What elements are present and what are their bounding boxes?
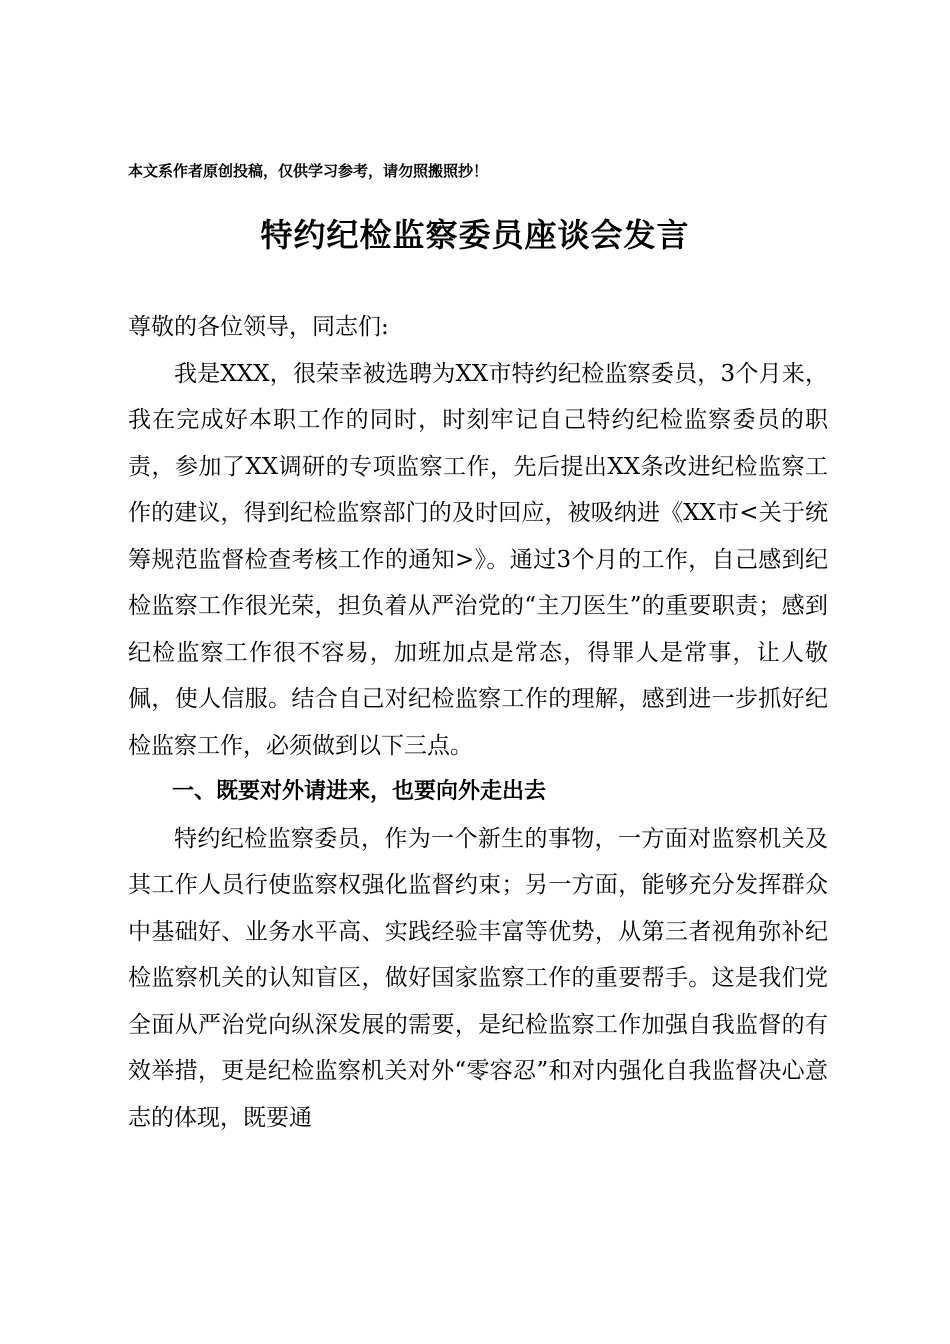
paragraph-section-1: 特约纪检监察委员，作为一个新生的事物，一方面对监察机关及其工作人员行使监察权强化监督约束；另一方面，能够充分发挥群众中基础好、业务水平高、实践经验丰富等优势，从第三者视角弥补纪检监察机关的认知盲区，做好国家监察工作的重要帮手。这是我们党全面从严治党向纵深发展的需要，是纪检监察工作加强自我监督的有效举措，更是纪检监察机关对外“零容忍”和对内强化自我监督决心意志的体现，既要通 <box>128 825 828 1131</box>
copyright-notice: 本文系作者原创投稿，仅供学习参考，请勿照搬照抄！ <box>128 162 489 180</box>
salutation: 尊敬的各位领导，同志们: <box>128 314 389 340</box>
section-heading-1: 一、既要对外请进来，也要向外走出去 <box>172 779 547 804</box>
document-body <box>128 304 828 1141</box>
paragraph-introduction: 我是XXX，很荣幸被选聘为XX市特约纪检监察委员，3个月来，我在完成好本职工作的同时，时刻牢记自己特约纪检监察委员的职责，参加了XX调研的专项监察工作，先后提出XX条改进纪检监察工作的建议，得到纪检监察部门的及时回应，被吸纳进《XX市<关于统筹规范监督检查考核工作的通知>》。通过3个月的工作，自己感到纪检监察工作很光荣，担负着从严治党的“主刀医生”的重要职责；感到纪检监察工作很不容易，加班加点是常态，得罪人是常事，让人敬佩，使人信服。结合自己对纪检监察工作的理解，感到进一步抓好纪检监察工作，必须做到以下三点。 <box>128 360 828 759</box>
document-title: 特约纪检监察委员座谈会发言 <box>260 216 690 254</box>
